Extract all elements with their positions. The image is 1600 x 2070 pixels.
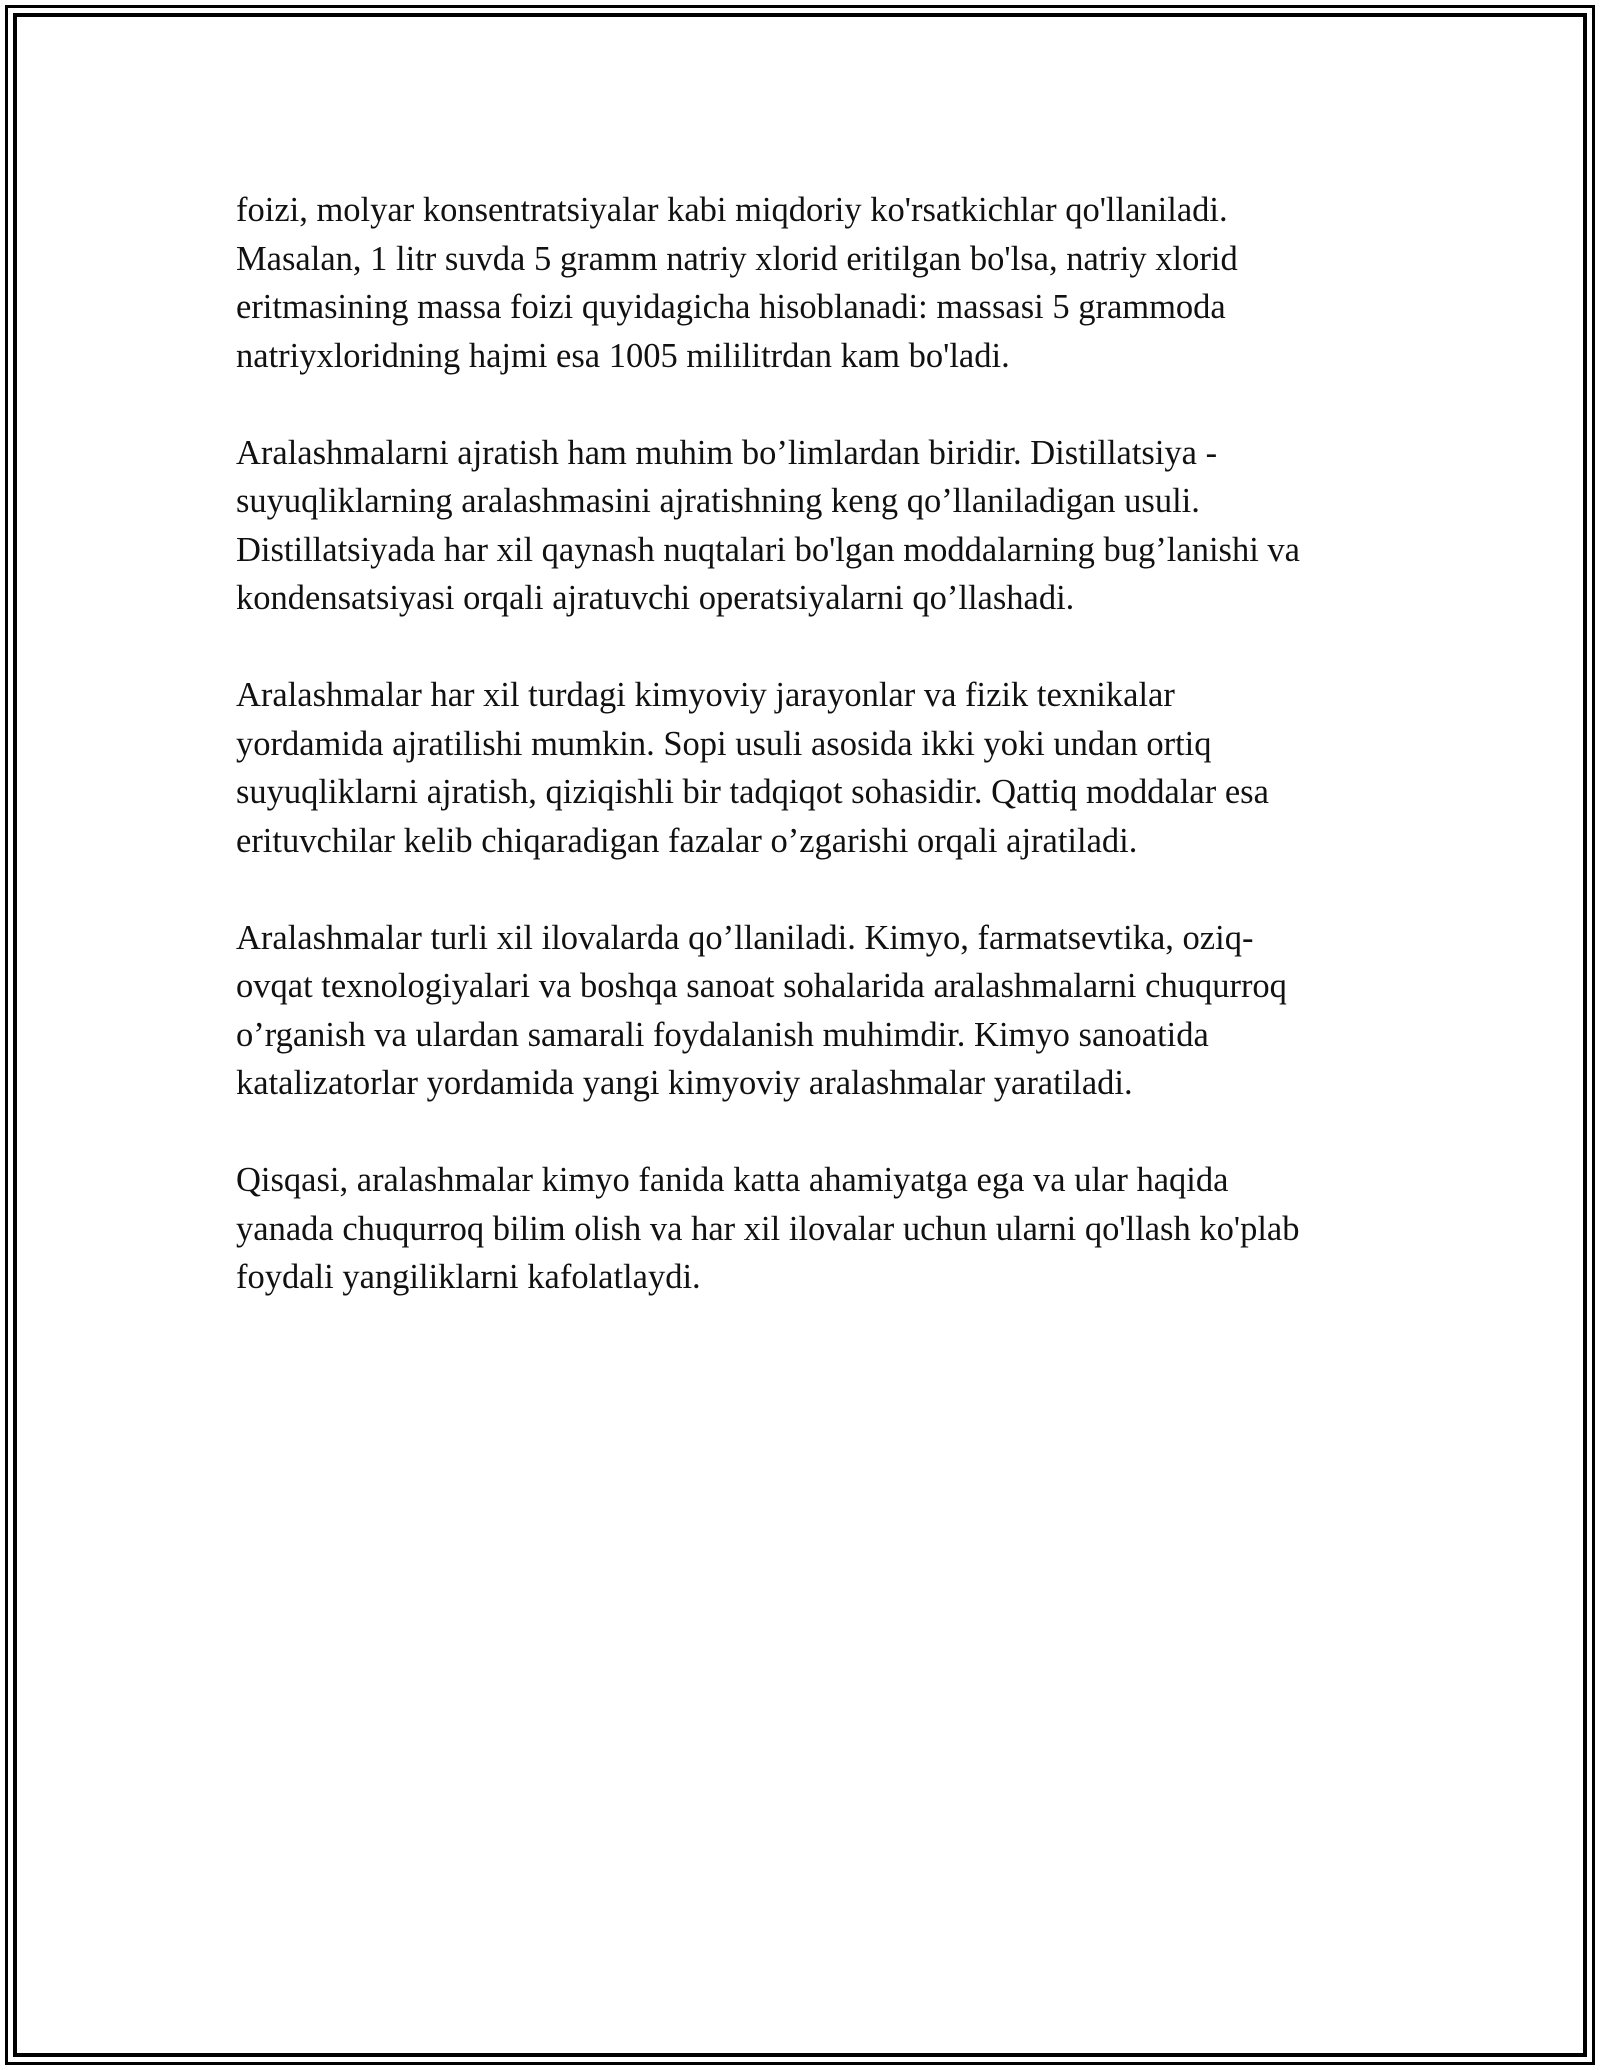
paragraph-1: foizi, molyar konsentratsiyalar kabi miqdoriy ko'rsatkichlar qo'llaniladi. Masalan, 1 litr suvda 5 gramm natriy xlorid eritilgan bo'lsa, natriy xlorid eritmasining massa foizi quyidagicha hisoblanadi: massasi 5 grammoda natriyxloridning hajmi esa 1005 mililitrdan kam bo'ladi. <box>236 191 1238 375</box>
paragraph-5: Qisqasi, aralashmalar kimyo fanida katta ahamiyatga ega va ular haqida yanada chuqurroq bilim olish va har xil ilovalar uchun ularni qo'llash ko'plab foydali yangiliklarni kafolatlaydi. <box>236 1161 1300 1296</box>
paragraph-4: Aralashmalar turli xil ilovalarda qo’llaniladi. Kimyo, farmatsevtika, oziq- ovqat texnologiyalari va boshqa sanoat sohalarida aralashmalarni chuqurroq o’rganish va ulardan samarali foydalanish muhimdir. Kimyo sanoatida katalizatorlar yordamida yangi kimyoviy aralashmalar yaratiladi. <box>236 918 1287 1102</box>
paragraph-3: Aralashmalar har xil turdagi kimyoviy jarayonlar va fizik texnikalar yordamida ajratilishi mumkin. Sopi usuli asosida ikki yoki undan ortiq suyuqliklarni ajratish, qiziqishli bir tadqiqot sohasidir. Qattiq moddalar esa erituvchilar kelib chiqaradigan fazalar o’zgarishi orqali ajratiladi. <box>236 676 1269 860</box>
paragraph-2: Aralashmalarni ajratish ham muhim bo’limlardan biridir. Distillatsiya - suyuqliklarning aralashmasini ajratishning keng qo’llaniladigan usuli. Distillatsiyada har xil qaynash nuqtalari bo'lgan moddalarning bug’lanishi va kondensatsiyasi orqali ajratuvchi operatsiyalarni qo’llashadi. <box>236 433 1300 617</box>
document-body <box>236 186 1396 1350</box>
